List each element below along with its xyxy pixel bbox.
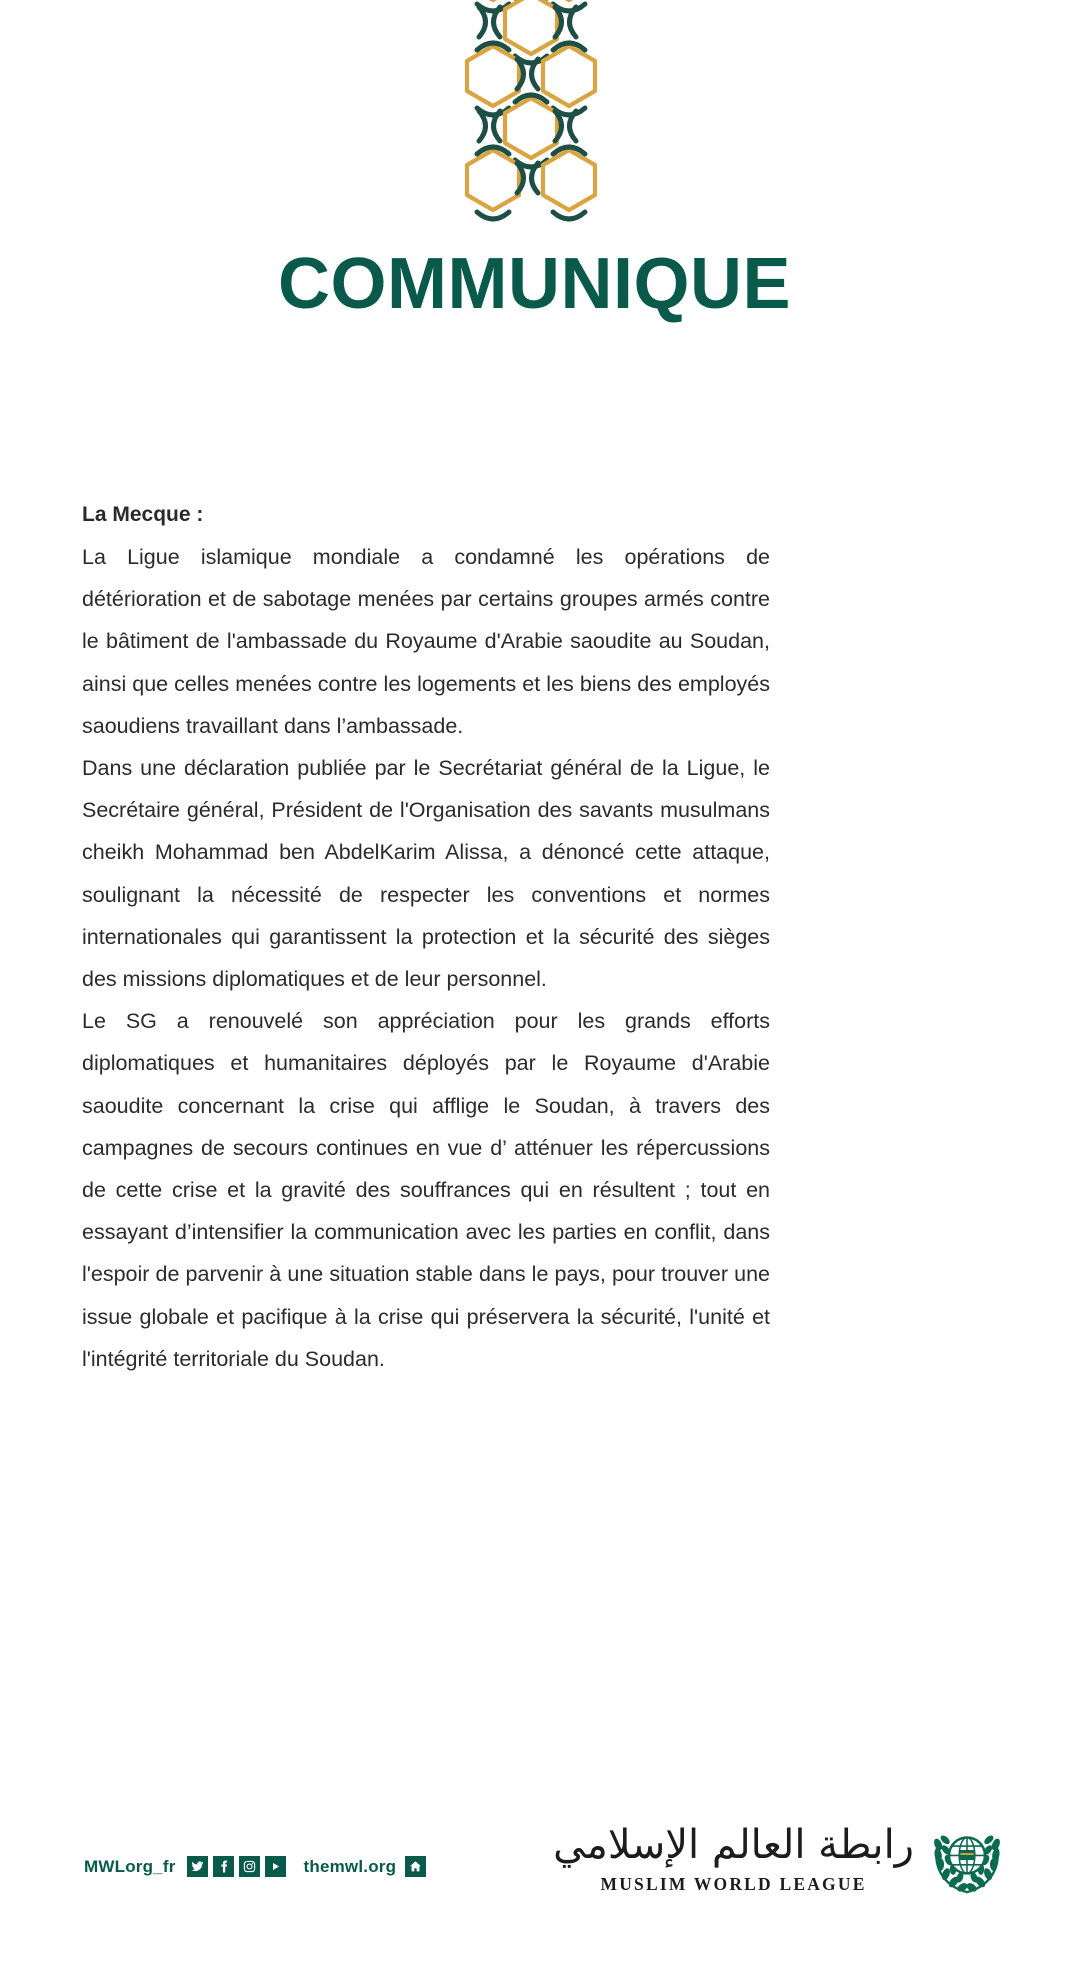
paragraph-2: Dans une déclaration publiée par le Secrétariat général de la Ligue, le Secrétaire général, Président de l'Organisation des savants musulmans cheikh Mohammad ben AbdelKarim Alissa, a dénoncé cette attaque, soulignant la nécessité de respecter les conventions et normes internationales qui garantissent la protection et la sécurité des sièges des missions diplomatiques et de leur personnel. bbox=[82, 756, 770, 992]
paragraph-3: Le SG a renouvelé son appréciation pour les grands efforts diplomatiques et humanitaires déployés par le Royaume d'Arabie saoudite concernant la crise qui afflige le Soudan, à travers des campagnes de secours continues en vue d’ atténuer les répercussions de cette crise et la gravité des souffrances qui en résultent ; tout en essayant d’intensifier la communication avec les parties en conflit, dans l'espoir de parvenir à une situation stable dans le pays, pour trouver une issue globale et pacifique à la crise qui préservera la sécurité, l'unité et l'intégrité territoriale du Soudan. bbox=[82, 1009, 770, 1371]
paragraph-1: La Ligue islamique mondiale a condamné les opérations de détérioration et de sabotage menées par certains groupes armés contre le bâtiment de l'ambassade du Royaume d'Arabie saoudite au Soudan, ainsi que celles menées contre les logements et les biens des employés saoudiens travaillant dans l’ambassade. bbox=[82, 545, 770, 738]
facebook-icon[interactable] bbox=[213, 1856, 234, 1877]
page-title-wrap bbox=[0, 244, 1069, 324]
instagram-icon[interactable] bbox=[239, 1856, 260, 1877]
islamic-pattern-ornament bbox=[0, 0, 1069, 224]
page-footer bbox=[0, 1806, 1069, 1965]
mwl-logo-text bbox=[553, 1820, 914, 1895]
facebook-glyph bbox=[217, 1860, 230, 1873]
twitter-glyph bbox=[191, 1860, 204, 1873]
islamic-pattern-svg bbox=[455, 0, 615, 224]
globe-wreath-emblem bbox=[928, 1818, 1006, 1896]
article-body bbox=[82, 494, 770, 1380]
mwl-logo bbox=[553, 1818, 1006, 1896]
home-icon[interactable] bbox=[405, 1856, 426, 1877]
instagram-glyph bbox=[243, 1860, 256, 1873]
website-label: themwl.org bbox=[303, 1856, 397, 1876]
dateline-kicker: La Mecque : bbox=[82, 503, 204, 526]
youtube-icon[interactable] bbox=[265, 1856, 286, 1877]
home-glyph bbox=[409, 1860, 422, 1873]
page-title: COMMUNIQUE bbox=[278, 244, 791, 324]
social-handle: MWLorg_fr bbox=[84, 1856, 176, 1876]
mwl-logo-arabic: رابطة العالم الإسلامي bbox=[553, 1821, 914, 1868]
twitter-icon[interactable] bbox=[187, 1856, 208, 1877]
footer-social-bar bbox=[84, 1856, 426, 1877]
youtube-glyph bbox=[269, 1860, 282, 1873]
mwl-logo-english: MUSLIM WORLD LEAGUE bbox=[600, 1873, 867, 1894]
